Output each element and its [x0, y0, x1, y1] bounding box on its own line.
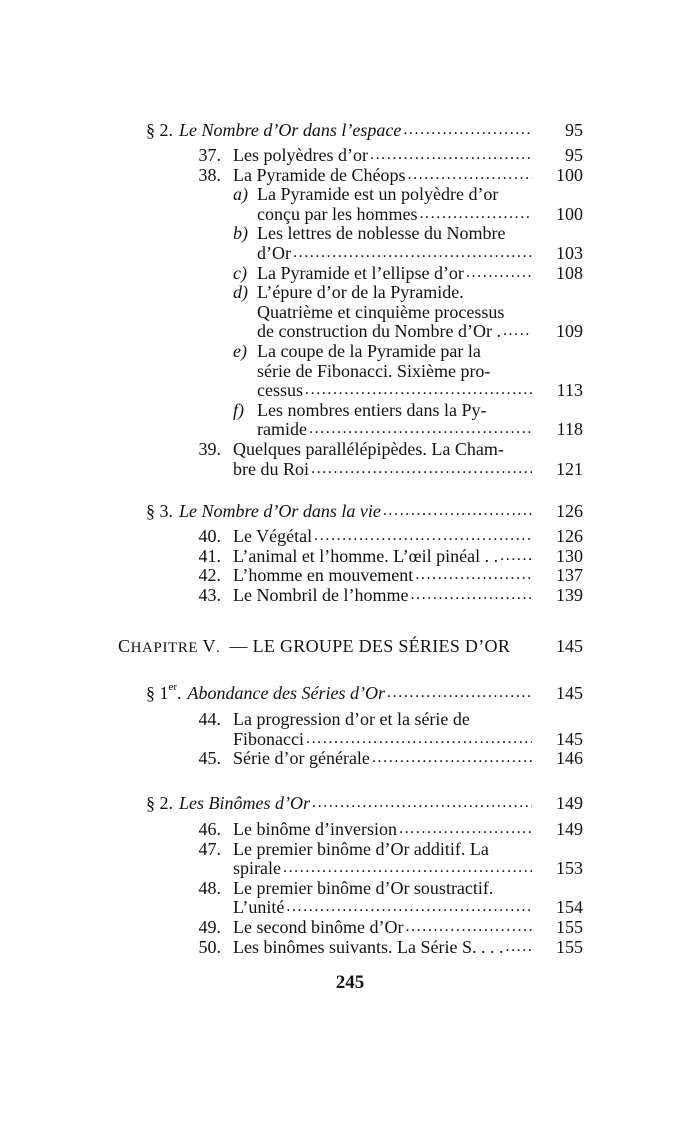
entry-text: La Pyramide et l’ellipse d’or — [257, 262, 464, 283]
page-ref: 154 — [556, 897, 583, 918]
page-ref: 130 — [556, 545, 583, 566]
entry-letter: d) — [233, 282, 248, 303]
entry-text: Les lettres de noblesse du Nombre — [257, 223, 506, 244]
section-mark: § 3. — [146, 501, 173, 521]
section-mark: § 2. — [146, 120, 173, 140]
entry-text: Quatrième et cinquième processus — [257, 301, 505, 322]
page-ref: 145 — [556, 728, 583, 749]
dot-leader — [311, 458, 532, 480]
section-mark-sup: er — [168, 681, 178, 693]
section-mark: § 1 — [146, 683, 169, 703]
entry-text: Le Végétal — [233, 526, 313, 546]
chapter-title: — LE GROUPE DES SÉRIES D’OR — [229, 636, 511, 656]
entry-text: ramide — [257, 419, 307, 440]
page-ref: 126 — [556, 526, 583, 546]
entry-number: 43. — [198, 584, 221, 605]
section-mark-dot: . — [177, 683, 182, 703]
page-ref: 153 — [556, 858, 583, 879]
dot-leader — [312, 792, 532, 814]
entry-number: 44. — [198, 709, 221, 729]
entry-text: Le binôme d’inversion — [233, 819, 397, 839]
section-mark: § 2. — [146, 793, 173, 813]
section-title: Abondance des Séries d’Or — [187, 683, 386, 703]
entry-text: de construction du Nombre d’Or . — [257, 321, 501, 342]
entry-number: 37. — [198, 145, 221, 165]
page-ref: 126 — [556, 501, 583, 521]
page-ref: 100 — [556, 164, 583, 185]
page-ref: 146 — [556, 748, 583, 769]
entry-text: bre du Roi — [233, 458, 309, 479]
page-ref: 155 — [556, 936, 583, 957]
entry-text: Série d’or générale — [233, 748, 370, 769]
page-ref: 103 — [556, 243, 583, 263]
entry-text: La coupe de la Pyramide par la — [257, 341, 481, 361]
page-ref: 137 — [556, 565, 583, 586]
entry-text: Fibonacci — [233, 728, 304, 749]
entry-number: 49. — [198, 917, 221, 937]
entry-letter: a) — [233, 184, 248, 205]
section-title: Le Nombre d’Or dans la vie — [179, 501, 381, 521]
section-heading — [0, 119, 700, 141]
section-title: Le Nombre d’Or dans l’espace — [179, 120, 402, 140]
page-ref: 108 — [556, 262, 583, 283]
dot-leader — [383, 500, 532, 522]
dot-leader — [505, 936, 532, 958]
entry-text: La Pyramide de Chéops — [233, 164, 406, 185]
page-ref: 118 — [556, 419, 583, 440]
section-heading — [0, 792, 700, 814]
entry-text: conçu par les hommes — [257, 203, 418, 224]
entry-number: 41. — [198, 545, 221, 566]
page-ref: 149 — [556, 793, 583, 813]
section-title: Les Binômes d’Or — [179, 793, 310, 813]
entry-number: 47. — [198, 838, 221, 859]
entry-text: spirale — [233, 858, 281, 879]
dot-leader — [372, 747, 532, 769]
dot-leader — [387, 682, 532, 704]
entry-text: Le second binôme d’Or — [233, 917, 404, 937]
page-ref: 145 — [556, 683, 583, 703]
entry-text: La Pyramide est un polyèdre d’or — [257, 184, 499, 205]
section-heading — [0, 500, 700, 522]
chapter-label: CHAPITRE V. — [118, 636, 221, 656]
entry-line — [0, 936, 700, 958]
entry-text: Quelques parallélépipèdes. La Cham- — [233, 439, 504, 459]
page-ref: 121 — [556, 458, 583, 479]
chapter-heading — [0, 635, 700, 657]
dot-leader — [403, 119, 532, 141]
page-ref: 95 — [565, 145, 583, 165]
entry-number: 48. — [198, 877, 221, 898]
page-ref: 155 — [556, 917, 583, 937]
entry-letter: e) — [233, 341, 247, 361]
entry-text: Le premier binôme d’Or soustractif. — [233, 877, 494, 898]
page-ref: 109 — [556, 321, 583, 342]
entry-number: 42. — [198, 565, 221, 586]
page-ref: 113 — [556, 380, 583, 401]
page-number: 245 — [335, 972, 365, 993]
page-ref: 139 — [556, 584, 583, 605]
entry-letter: b) — [233, 223, 248, 244]
entry-text: L’homme en mouvement — [233, 565, 414, 586]
entry-letter: f) — [233, 399, 244, 420]
page-ref: 145 — [556, 636, 583, 656]
section-heading — [0, 682, 700, 704]
entry-text: Les nombres entiers dans la Py- — [257, 399, 487, 420]
entry-text: La progression d’or et la série de — [233, 709, 470, 729]
entry-line — [0, 747, 700, 769]
entry-number: 40. — [198, 526, 221, 546]
entry-text: Les polyèdres d’or — [233, 145, 368, 165]
entry-text: L’animal et l’homme. L’œil pinéal . . — [233, 545, 499, 566]
entry-line — [0, 584, 700, 606]
entry-text: L’épure d’or de la Pyramide. — [257, 282, 464, 303]
entry-number: 45. — [198, 748, 221, 769]
entry-number: 38. — [198, 164, 221, 185]
entry-text: cessus — [257, 380, 303, 401]
dot-leader — [410, 584, 532, 606]
entry-text: Le premier binôme d’Or additif. La — [233, 838, 489, 859]
entry-number: 50. — [198, 936, 221, 957]
entry-line — [0, 458, 700, 480]
page-ref: 149 — [556, 819, 583, 839]
entry-number: 46. — [198, 819, 221, 839]
entry-text: Le Nombril de l’homme — [233, 584, 409, 605]
entry-text: d’Or — [257, 243, 291, 263]
entry-text: L’unité — [233, 897, 285, 918]
entry-letter: c) — [233, 262, 247, 283]
entry-number: 39. — [198, 439, 221, 459]
page-ref: 95 — [565, 120, 583, 140]
page-ref: 100 — [556, 203, 583, 224]
entry-text: Les binômes suivants. La Série S. . . . — [233, 936, 504, 957]
entry-text: série de Fibonacci. Sixième pro- — [257, 360, 491, 381]
